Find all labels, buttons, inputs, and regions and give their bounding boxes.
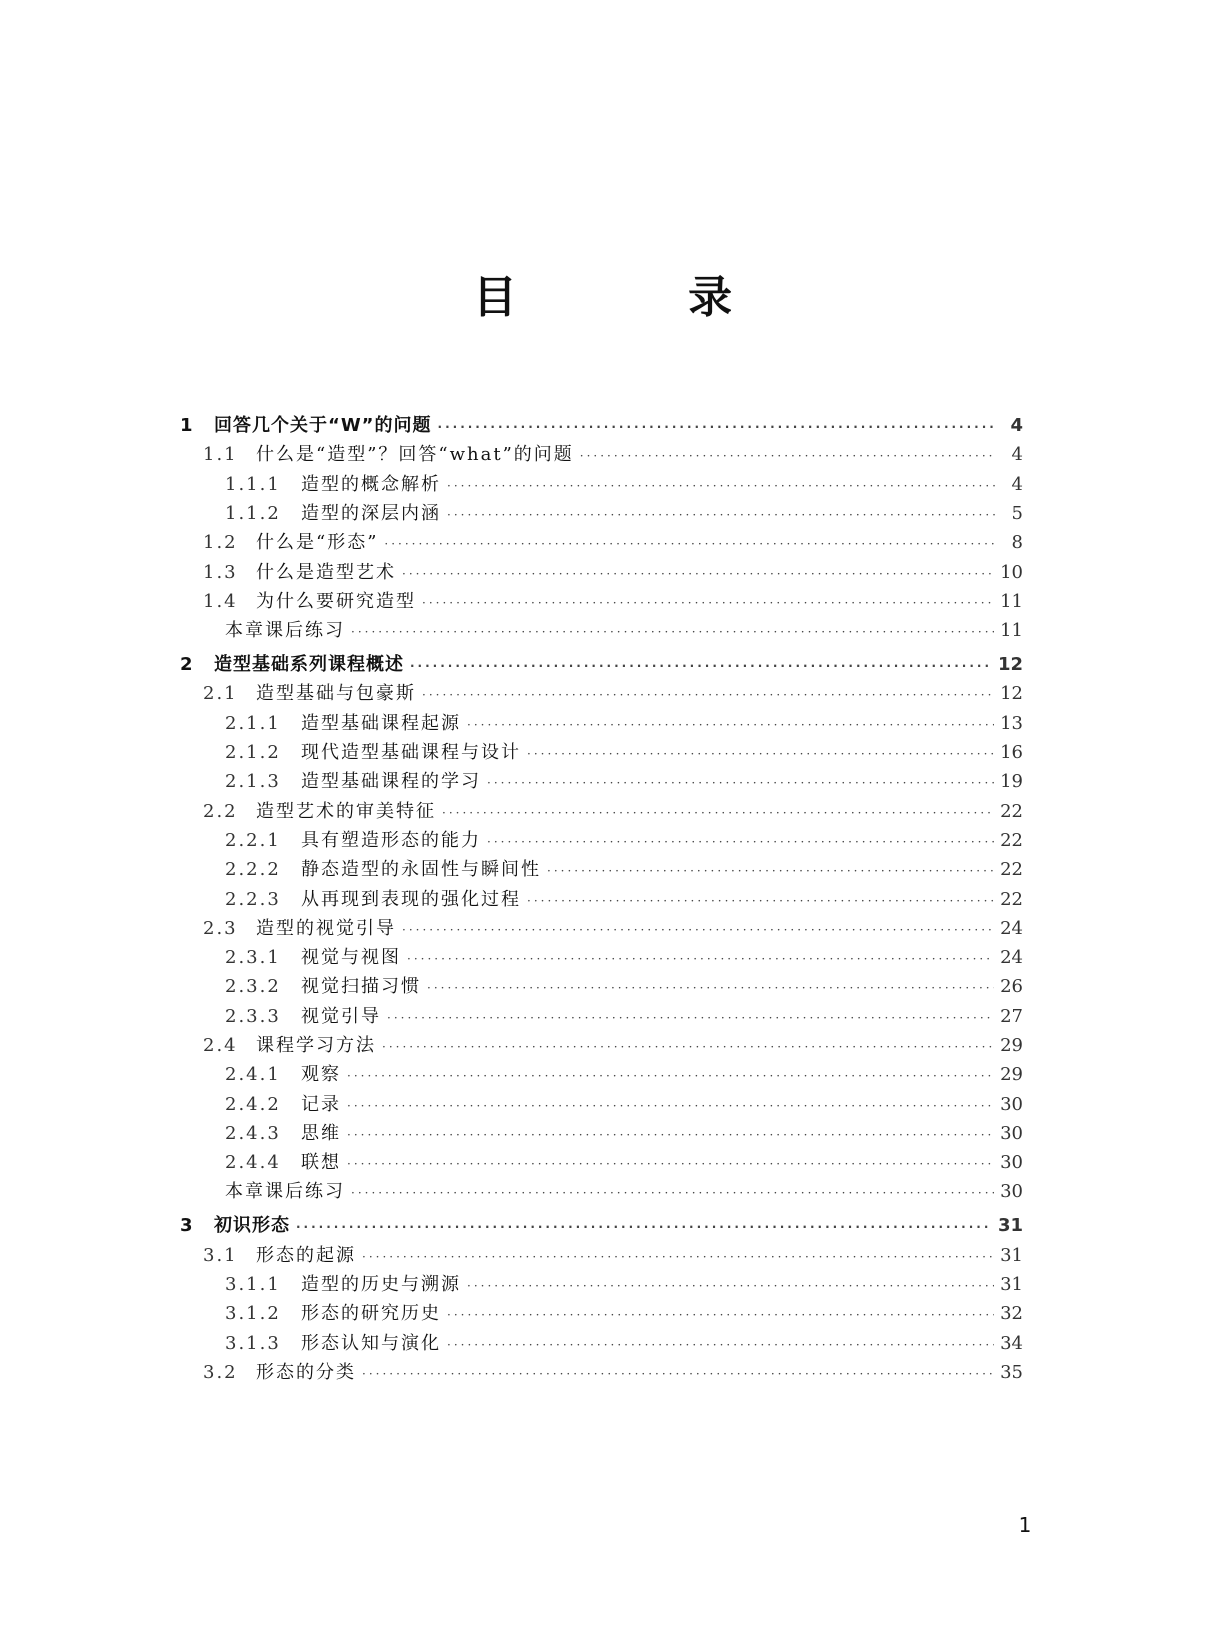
toc-entry-page: 30	[1000, 1152, 1023, 1173]
toc-entry-title: 为什么要研究造型	[256, 591, 416, 612]
dot-leader	[351, 1178, 994, 1208]
toc-entry-title: 从再现到表现的强化过程	[301, 889, 521, 910]
toc-entry-page: 30	[1000, 1123, 1023, 1144]
toc-entry-page: 32	[1000, 1303, 1023, 1324]
toc-entry-title: 什么是“形态”	[256, 532, 379, 553]
toc-entry-number: 3.2	[203, 1362, 238, 1383]
toc-entry[interactable]	[225, 616, 1023, 646]
toc-entry-title: 什么是造型艺术	[256, 562, 396, 583]
toc-entry-page: 35	[1000, 1362, 1023, 1383]
toc-entry-number: 2.3.1	[225, 947, 281, 968]
toc-entry[interactable]	[203, 528, 1023, 558]
toc-entry-number: 1.3	[203, 562, 238, 583]
toc-entry[interactable]	[180, 411, 1023, 441]
toc-entry-number: 3.1.2	[225, 1303, 281, 1324]
toc-entry[interactable]	[203, 1358, 1023, 1388]
toc-entry-title: 造型的概念解析	[301, 474, 441, 495]
toc-entry[interactable]	[225, 1090, 1023, 1120]
dot-leader	[527, 886, 994, 916]
toc-entry-number: 2	[180, 654, 193, 675]
page-number: 1	[1018, 1513, 1032, 1537]
toc-entry-title: 造型基础与包豪斯	[256, 683, 416, 704]
dot-leader	[447, 500, 995, 530]
page-title: 目 录	[472, 272, 811, 323]
toc-entry[interactable]	[225, 1329, 1023, 1359]
toc-entry[interactable]	[225, 1148, 1023, 1178]
toc-entry-number: 2.2.1	[225, 830, 281, 851]
toc-entry-title: 形态的研究历史	[301, 1303, 441, 1324]
toc-entry-title: 思维	[301, 1123, 341, 1144]
dot-leader	[410, 651, 992, 681]
toc-entry-number: 2.3.3	[225, 1006, 281, 1027]
toc-entry[interactable]	[225, 709, 1023, 739]
toc-entry-page: 30	[1000, 1094, 1023, 1115]
toc-entry-page: 4	[1011, 444, 1023, 465]
toc-entry-page: 11	[1000, 591, 1023, 612]
toc-entry[interactable]	[225, 470, 1023, 500]
toc-entry[interactable]	[203, 797, 1023, 827]
dot-leader	[447, 1300, 994, 1330]
toc-entry[interactable]	[225, 1002, 1023, 1032]
toc-entry[interactable]	[225, 499, 1023, 529]
dot-leader	[402, 915, 994, 945]
toc-entry-title: 本章课后练习	[225, 620, 345, 641]
toc-entry-number: 2.4.2	[225, 1094, 281, 1115]
toc-entry-number: 2.1	[203, 683, 238, 704]
dot-leader	[362, 1359, 994, 1389]
toc-entry-page: 8	[1011, 532, 1023, 553]
toc-entry-title: 课程学习方法	[256, 1035, 376, 1056]
dot-leader	[422, 588, 994, 618]
toc-entry[interactable]	[203, 679, 1023, 709]
toc-entry-page: 5	[1011, 503, 1023, 524]
toc-entry-number: 1.1	[203, 444, 238, 465]
toc-entry-title: 观察	[301, 1064, 341, 1085]
toc-entry-title: 现代造型基础课程与设计	[301, 742, 521, 763]
toc-entry-number: 2.2.3	[225, 889, 281, 910]
dot-leader	[580, 441, 995, 471]
toc-entry-page: 13	[1000, 713, 1023, 734]
toc-entry[interactable]	[225, 1060, 1023, 1090]
toc-entry-number: 3.1	[203, 1245, 238, 1266]
toc-entry[interactable]	[225, 943, 1023, 973]
toc-entry-number: 1.4	[203, 591, 238, 612]
toc-entry-title: 造型的历史与溯源	[301, 1274, 461, 1295]
toc-entry-number: 1.1.1	[225, 474, 281, 495]
toc-entry-page: 12	[1000, 683, 1023, 704]
toc-entry-number: 2.3.2	[225, 976, 281, 997]
toc-entry[interactable]	[225, 885, 1023, 915]
toc-entry-page: 24	[1000, 947, 1023, 968]
toc-entry[interactable]	[203, 440, 1023, 470]
dot-leader	[362, 1242, 994, 1272]
toc-entry-number: 3.1.1	[225, 1274, 281, 1295]
dot-leader	[447, 471, 995, 501]
toc-entry-title: 形态的分类	[256, 1362, 356, 1383]
toc-entry-title: 形态的起源	[256, 1245, 356, 1266]
toc-entry-page: 29	[1000, 1064, 1023, 1085]
toc-entry-title: 初识形态	[214, 1215, 290, 1236]
toc-entry-title: 视觉扫描习惯	[301, 976, 421, 997]
toc-entry-title: 记录	[301, 1094, 341, 1115]
toc-entry-page: 22	[1000, 830, 1023, 851]
dot-leader	[347, 1091, 994, 1121]
dot-leader	[387, 1003, 994, 1033]
toc-entry-page: 29	[1000, 1035, 1023, 1056]
dot-leader	[447, 1330, 994, 1360]
toc-entry-number: 2.1.2	[225, 742, 281, 763]
toc-entry-number: 2.4.1	[225, 1064, 281, 1085]
toc-entry[interactable]	[225, 1119, 1023, 1149]
toc-entry-page: 34	[1000, 1333, 1023, 1354]
toc-entry-title: 具有塑造形态的能力	[301, 830, 481, 851]
toc-entry-title: 回答几个关于“W”的问题	[214, 415, 432, 436]
toc-entry[interactable]	[225, 1177, 1023, 1207]
dot-leader	[422, 680, 994, 710]
dot-leader	[384, 529, 995, 559]
toc-entry[interactable]	[180, 1211, 1023, 1241]
toc-entry[interactable]	[203, 914, 1023, 944]
dot-leader	[351, 617, 994, 647]
toc-entry-page: 26	[1000, 976, 1023, 997]
dot-leader	[407, 944, 994, 974]
toc-entry-number: 2.4	[203, 1035, 238, 1056]
toc-entry-page: 4	[1010, 415, 1023, 436]
dot-leader	[487, 768, 994, 798]
toc-entry-number: 2.4.3	[225, 1123, 281, 1144]
toc-entry-page: 24	[1000, 918, 1023, 939]
toc-entry-number: 3	[180, 1215, 193, 1236]
toc-entry-page: 31	[1000, 1245, 1023, 1266]
dot-leader	[487, 827, 994, 857]
toc-entry-number: 1.2	[203, 532, 238, 553]
dot-leader	[467, 710, 994, 740]
toc-entry-page: 27	[1000, 1006, 1023, 1027]
toc-entry-number: 2.4.4	[225, 1152, 281, 1173]
dot-leader	[427, 973, 994, 1003]
toc-entry-title: 静态造型的永固性与瞬间性	[301, 859, 541, 880]
toc-entry-page: 22	[1000, 889, 1023, 910]
toc-entry-title: 视觉引导	[301, 1006, 381, 1027]
toc-entry-page: 19	[1000, 771, 1023, 792]
toc-entry-title: 视觉与视图	[301, 947, 401, 968]
toc-entry-title: 造型艺术的审美特征	[256, 801, 436, 822]
toc-entry-page: 4	[1011, 474, 1023, 495]
toc-entry-number: 1.1.2	[225, 503, 281, 524]
toc-entry-title: 形态认知与演化	[301, 1333, 441, 1354]
toc-entry[interactable]	[225, 738, 1023, 768]
toc-entry-title: 联想	[301, 1152, 341, 1173]
toc-entry-number: 3.1.3	[225, 1333, 281, 1354]
toc-entry-title: 造型基础系列课程概述	[214, 654, 404, 675]
toc-entry-title: 造型基础课程的学习	[301, 771, 481, 792]
dot-leader	[296, 1212, 992, 1242]
toc-entry[interactable]	[225, 767, 1023, 797]
dot-leader	[402, 559, 994, 589]
toc-entry-page: 22	[1000, 859, 1023, 880]
toc-entry-page: 30	[1000, 1181, 1023, 1202]
toc-entry-title: 造型的视觉引导	[256, 918, 396, 939]
toc-entry-number: 2.2.2	[225, 859, 281, 880]
toc-entry-title: 造型的深层内涵	[301, 503, 441, 524]
toc-entry-page: 16	[1000, 742, 1023, 763]
toc-entry-title: 造型基础课程起源	[301, 713, 461, 734]
toc-entry-number: 2.2	[203, 801, 238, 822]
dot-leader	[438, 412, 995, 442]
toc-entry-page: 31	[1000, 1274, 1023, 1295]
toc-entry-title: 本章课后练习	[225, 1181, 345, 1202]
toc-entry[interactable]	[225, 855, 1023, 885]
toc-entry-page: 12	[997, 654, 1023, 675]
toc-entry-page: 11	[1000, 620, 1023, 641]
toc-entry[interactable]	[225, 1299, 1023, 1329]
toc-entry-title: 什么是“造型”？回答“what”的问题	[256, 444, 574, 465]
toc-entry-number: 2.3	[203, 918, 238, 939]
dot-leader	[442, 798, 994, 828]
dot-leader	[467, 1271, 994, 1301]
dot-leader	[347, 1149, 994, 1179]
dot-leader	[547, 856, 994, 886]
toc-entry[interactable]	[225, 1270, 1023, 1300]
toc-entry-number: 1	[180, 415, 193, 436]
toc-entry[interactable]	[180, 650, 1023, 680]
dot-leader	[527, 739, 994, 769]
toc-entry-page: 22	[1000, 801, 1023, 822]
toc-entry[interactable]	[225, 972, 1023, 1002]
toc-entry[interactable]	[203, 1241, 1023, 1271]
toc-entry-page: 10	[1000, 562, 1023, 583]
toc-entry[interactable]	[225, 826, 1023, 856]
toc-entry-page: 31	[997, 1215, 1023, 1236]
toc-entry[interactable]	[203, 1031, 1023, 1061]
dot-leader	[347, 1061, 994, 1091]
toc-entry-number: 2.1.3	[225, 771, 281, 792]
dot-leader	[347, 1120, 994, 1150]
toc-entry-number: 2.1.1	[225, 713, 281, 734]
dot-leader	[382, 1032, 994, 1062]
toc-entry[interactable]	[203, 587, 1023, 617]
toc-entry[interactable]	[203, 558, 1023, 588]
